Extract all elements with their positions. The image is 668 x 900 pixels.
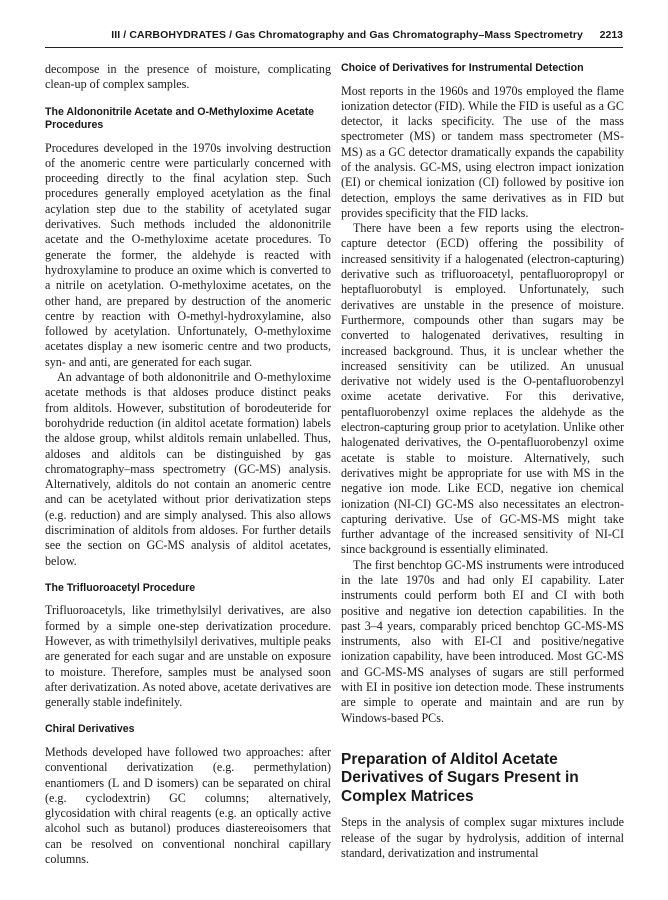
right-column (341, 62, 624, 861)
running-title: III / CARBOHYDRATES / Gas Chromatography and Gas Chromatography–Mass Spectrometry (111, 29, 583, 41)
major-heading-alditol-acetate: Preparation of Alditol Acetate Derivatives of Sugars Present in Complex Matrices (341, 750, 579, 805)
paragraph-ecd: There have been a few reports using the electron-capture detector (ECD) offering the possibility of increased sensitivity if a halogenated (electron-capturing) derivative such as trifluoroacetyl, pentafluoropropyl or heptafluorobutyl is employed. Unfortunately, such derivatives are unstable in the presence of moisture. Furthermore, compounds other than sugars may be converted to halogenated derivatives, resulting in increased background. Thus, it is unclear whether the increased sensitivity can be utilized. An unusual derivative not widely used is the O-pentafluorobenzyl oxime acetate derivative. For this derivative, pentafluorobenzyl oxime replaces the aldehyde as the electron-capturing group prior to acetylation. Unlike other halogenated derivatives, the O-pentafluorobenzyl oxime acetate is stable to moisture. Alternatively, such derivatives might be appropriate for use with MS in the negative ion mode. Like ECD, negative ion chemical ionization (NI-CI) GC-MS also necessitates an electron-capturing derivative. Use of GC-MS-MS might take further advantage of the increased sensitivity of NI-CI since background is essentially eliminated. (341, 221, 624, 557)
paragraph-trifluoroacetyl: Trifluoroacetyls, like trimethylsilyl derivatives, are also formed by a simple one-step derivatization procedure. However, as with trimethylsilyl derivatives, multiple peaks are generated for each sugar and are unstable on exposure to moisture. Therefore, samples must be analysed soon after derivatization. As noted above, acetate derivatives are generally stable indefinitely. (45, 603, 331, 710)
paragraph-steps: Steps in the analysis of complex sugar mixtures include release of the sugar by hydrolysis, addition of internal standard, derivatization and instrumental (341, 815, 624, 861)
paragraph-fid: Most reports in the 1960s and 1970s employed the flame ionization detector (FID). While the FID is useful as a GC detector, it lacks specificity. The use of the mass spectrometer (MS) or tandem mass spectrometer (MS-MS) as a GC detector dramatically expands the capability of the analysis. GC-MS, using electron impact ionization (EI) or chemical ionization (CI) followed by positive ion detection, employs the same derivatives as in FID but provides specificity that the FID lacks. (341, 83, 624, 220)
paragraph-continuation: decompose in the presence of moisture, complicating clean-up of complex samples. (45, 62, 331, 92)
section-heading-aldononitrile: The Aldononitrile Acetate and O-Methyloxime Acetate Procedures (45, 105, 315, 132)
left-column (45, 62, 331, 867)
paragraph-chiral: Methods developed have followed two approaches: after conventional derivatization (e.g. permethylation) enantiomers (L and D isomers) can be separated on chiral (e.g. cyclodextrin) GC columns; alternatively, glycosidation with chiral reagents (e.g. an optically active alcohol such as butanol) produces diastereoisomers that can be resolved on conventional nonchiral capillary columns. (45, 744, 331, 867)
section-heading-instrumental-detection: Choice of Derivatives for Instrumental Detection (341, 62, 584, 74)
page-number: 2213 (599, 29, 623, 41)
section-heading-chiral: Chiral Derivatives (45, 723, 135, 736)
running-header (45, 27, 623, 48)
paragraph-aldononitrile-1: Procedures developed in the 1970s involving destruction of the anomeric centre were particularly concerned with proceeding directly to the final acylation step. Such procedures generally employed acetylation as the final acylation step due to the stability of acetylated sugar derivatives. Such methods included the aldononitrile acetate and the O-methyloxime acetate procedures. To generate the former, the aldehyde is reacted with hydroxylamine to produce an oxime which is converted to a nitrile on acetylation. O-methyloxime acetates, on the other hand, are prepared by destruction of the anomeric centre by reaction with O-methyl-hydroxylamine, also followed by acetylation. Unfortunately, O-methyloxime acetates display a new isomeric centre and two products, syn- and anti, are generated for each sugar. (45, 140, 331, 369)
paragraph-aldononitrile-2: An advantage of both aldononitrile and O-methyloxime acetate methods is that aldoses produce distinct peaks from alditols. However, substitution of borodeuteride for borohydride reduction (in alditol acetate formation) labels the aldose group, whilst alditols remain unlabelled. Thus, aldoses and alditols can be distinguished by gas chromatography–mass spectrometry (GC-MS) analysis. Alternatively, alditols do not contain an anomeric centre and can be acetylated without prior derivatization steps (e.g. reduction) and are simply analysed. This also allows discrimination of alditols from aldoses. For further details see the section on GC-MS analysis of alditol acetates, below. (45, 370, 331, 568)
paragraph-benchtop: The first benchtop GC-MS instruments were introduced in the late 1970s and had only EI capability. Later instruments could perform both EI and CI with both positive and negative ion detection capabilities. In the past 3–4 years, comparably priced benchtop GC-MS-MS instruments, also with EI-CI and positive/negative ionization capability, have been introduced. Most GC-MS and GC-MS-MS analyses of sugars are still performed with EI in positive ion detection mode. These instruments are simple to operate and maintain and are run by Windows-based PCs. (341, 557, 624, 725)
section-heading-trifluoroacetyl: The Trifluoroacetyl Procedure (45, 581, 196, 594)
